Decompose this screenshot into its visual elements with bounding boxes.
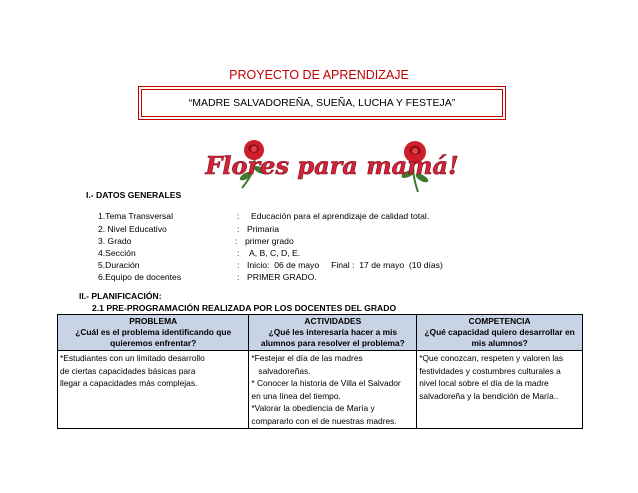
text-line: festividades y costumbres culturales a xyxy=(419,365,561,376)
general-sep-grado: : xyxy=(235,236,238,246)
general-value-tema: Educación para el aprendizaje de calidad total. xyxy=(251,211,430,221)
general-label-grado: 3. Grado xyxy=(98,236,132,246)
text-line: nivel local sobre el día de la madre xyxy=(419,378,549,388)
text-line: *Estudiantes con un limitado desarrollo xyxy=(60,353,205,363)
text-line: *Valorar la obediencia de María y xyxy=(251,403,375,413)
general-value-nivel: Primaria xyxy=(247,224,279,234)
cell-competencia xyxy=(417,351,583,429)
table-header-row xyxy=(58,315,583,351)
general-label-equipo: 6.Equipo de docentes xyxy=(98,272,182,282)
text-line: llegar a capacidades más complejas. xyxy=(60,378,198,388)
general-label-tema: 1.Tema Transversal xyxy=(98,211,173,221)
general-value-equipo: PRIMER GRADO. xyxy=(247,272,317,282)
column-header-competencia xyxy=(417,315,583,351)
cell-problema xyxy=(58,351,249,429)
section-preprogramming-heading: 2.1 PRE-PROGRAMACIÓN REALIZADA POR LOS DOCENTES DEL GRADO xyxy=(92,303,397,313)
planning-table xyxy=(57,314,583,429)
general-sep-tema: : xyxy=(237,211,240,221)
general-label-seccion: 4.Sección xyxy=(98,248,136,258)
text-line: compararlo con el de nuestras madres. xyxy=(251,415,397,426)
general-sep-nivel: : xyxy=(237,224,240,234)
text-line: * Conocer la historia de Villa el Salvador xyxy=(251,378,401,388)
text-line: salvadoreña y la bendición de María.. xyxy=(419,390,559,401)
section-general-heading: I.- DATOS GENERALES xyxy=(86,190,182,200)
cell-actividades xyxy=(249,351,417,429)
general-sep-seccion: : xyxy=(237,248,240,258)
general-label-duracion: 5.Duración xyxy=(98,260,140,270)
general-label-nivel: 2. Nivel Educativo xyxy=(98,224,167,234)
svg-text:Flores para mamá!: Flores para mamá! xyxy=(205,151,459,180)
text-line: *Que conozcan, respeten y valoren las xyxy=(419,353,564,363)
column-header-actividades xyxy=(249,315,417,351)
general-sep-equipo: : xyxy=(237,272,240,282)
column-question: ¿Qué capacidad quiero desarrollar en mis alumnos? xyxy=(424,327,575,348)
column-title: ACTIVIDADES xyxy=(304,316,362,326)
general-value-seccion: A, B, C, D, E. xyxy=(249,248,301,258)
general-sep-duracion: : xyxy=(237,260,240,270)
column-title: PROBLEMA xyxy=(129,316,178,326)
general-value-grado: primer grado xyxy=(245,236,294,246)
subtitle-frame xyxy=(141,89,503,117)
text-line: salvadoreñas. xyxy=(251,365,311,376)
text-line: en una línea del tiempo. xyxy=(251,390,341,401)
column-question: ¿Qué les interesaría hacer a mis alumnos para resolver el problema? xyxy=(260,327,405,348)
general-value-duracion: Inicio: 06 de mayo Final : 17 de mayo (10 días) xyxy=(247,260,443,270)
table-row xyxy=(58,351,583,429)
project-subtitle: “MADRE SALVADOREÑA, SUEÑA, LUCHA Y FESTEJA” xyxy=(188,97,456,109)
flores-para-mama-logo xyxy=(205,136,459,198)
column-title: COMPETENCIA xyxy=(468,316,531,326)
section-planning-heading: II.- PLANIFICACIÓN: xyxy=(79,291,162,301)
column-header-problema xyxy=(58,315,249,351)
page-title: PROYECTO DE APRENDIZAJE xyxy=(229,68,409,82)
text-line: *Festejar el día de las madres xyxy=(251,353,363,363)
text-line: de ciertas capacidades básicas para xyxy=(60,365,196,376)
column-question: ¿Cuál es el problema identificando que quieremos enfrentar? xyxy=(75,327,232,348)
